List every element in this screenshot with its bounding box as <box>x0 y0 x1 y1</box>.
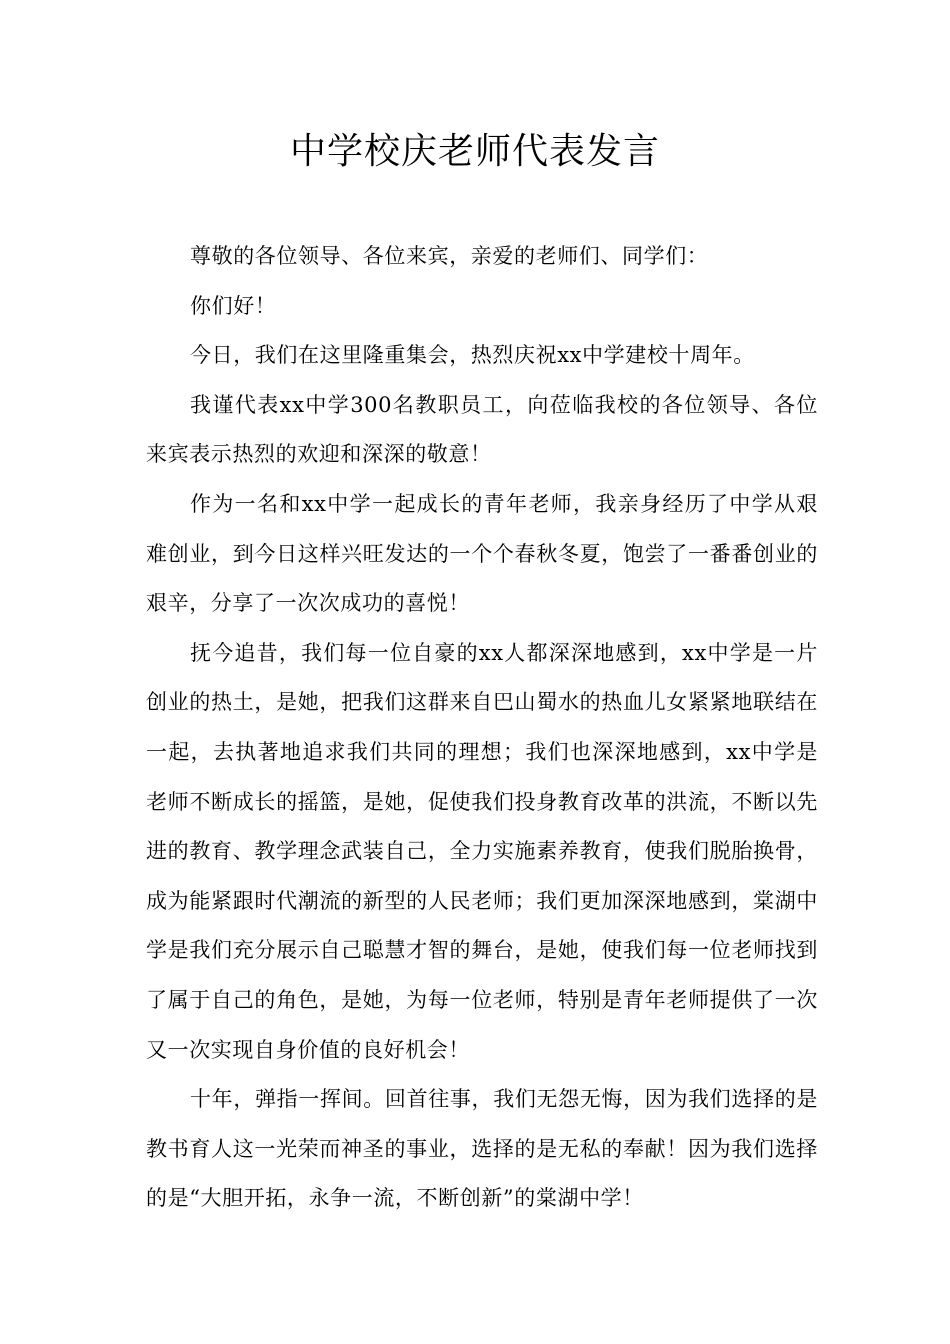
document-title: 中学校庆老师代表发言 <box>289 131 660 172</box>
document-body <box>146 232 818 1224</box>
paragraph-celebration: 今日，我们在这里隆重集会，热烈庆祝xx中学建校十周年。 <box>190 343 755 368</box>
paragraph-reflection: 抚今追昔，我们每一位自豪的xx人都深深地感到，xx中学是一片创业的热土，是她，把我们这群来自巴山蜀水的热血儿女紧紧地联结在一起，去执著地追求我们共同的理想；我们也深深地感到，xx中学是老师不断成长的摇篮，是她，促使我们投身教育改革的洪流，不断以先进的教育、教学理念武装自己，全力实施素养教育，使我们脱胎换骨，成为能紧跟时代潮流的新型的人民老师；我们更加深深地感到，棠湖中学是我们充分展示自己聪慧才智的舞台，是她，使我们每一位老师找到了属于自己的角色，是她，为每一位老师，特别是青年老师提供了一次又一次实现自身价值的良好机会！ <box>146 640 818 1062</box>
paragraph-closing: 十年，弹指一挥间。回首往事，我们无怨无悔，因为我们选择的是教书育人这一光荣而神圣的事业，选择的是无私的奉献！因为我们选择的是“大胆开拓，永争一流，不断创新”的棠湖中学！ <box>146 1087 818 1211</box>
paragraph-growth: 作为一名和xx中学一起成长的青年老师，我亲身经历了中学从艰难创业，到今日这样兴旺发达的一个个春秋冬夏，饱尝了一番番创业的艰辛，分享了一次次成功的喜悦！ <box>146 491 818 616</box>
paragraph-hello: 你们好！ <box>190 293 277 318</box>
paragraph-welcome: 我谨代表xx中学300名教职员工，向莅临我校的各位领导、各位来宾表示热烈的欢迎和深深的敬意！ <box>146 392 818 467</box>
paragraph-greeting: 尊敬的各位领导、各位来宾，亲爱的老师们、同学们： <box>190 244 709 268</box>
